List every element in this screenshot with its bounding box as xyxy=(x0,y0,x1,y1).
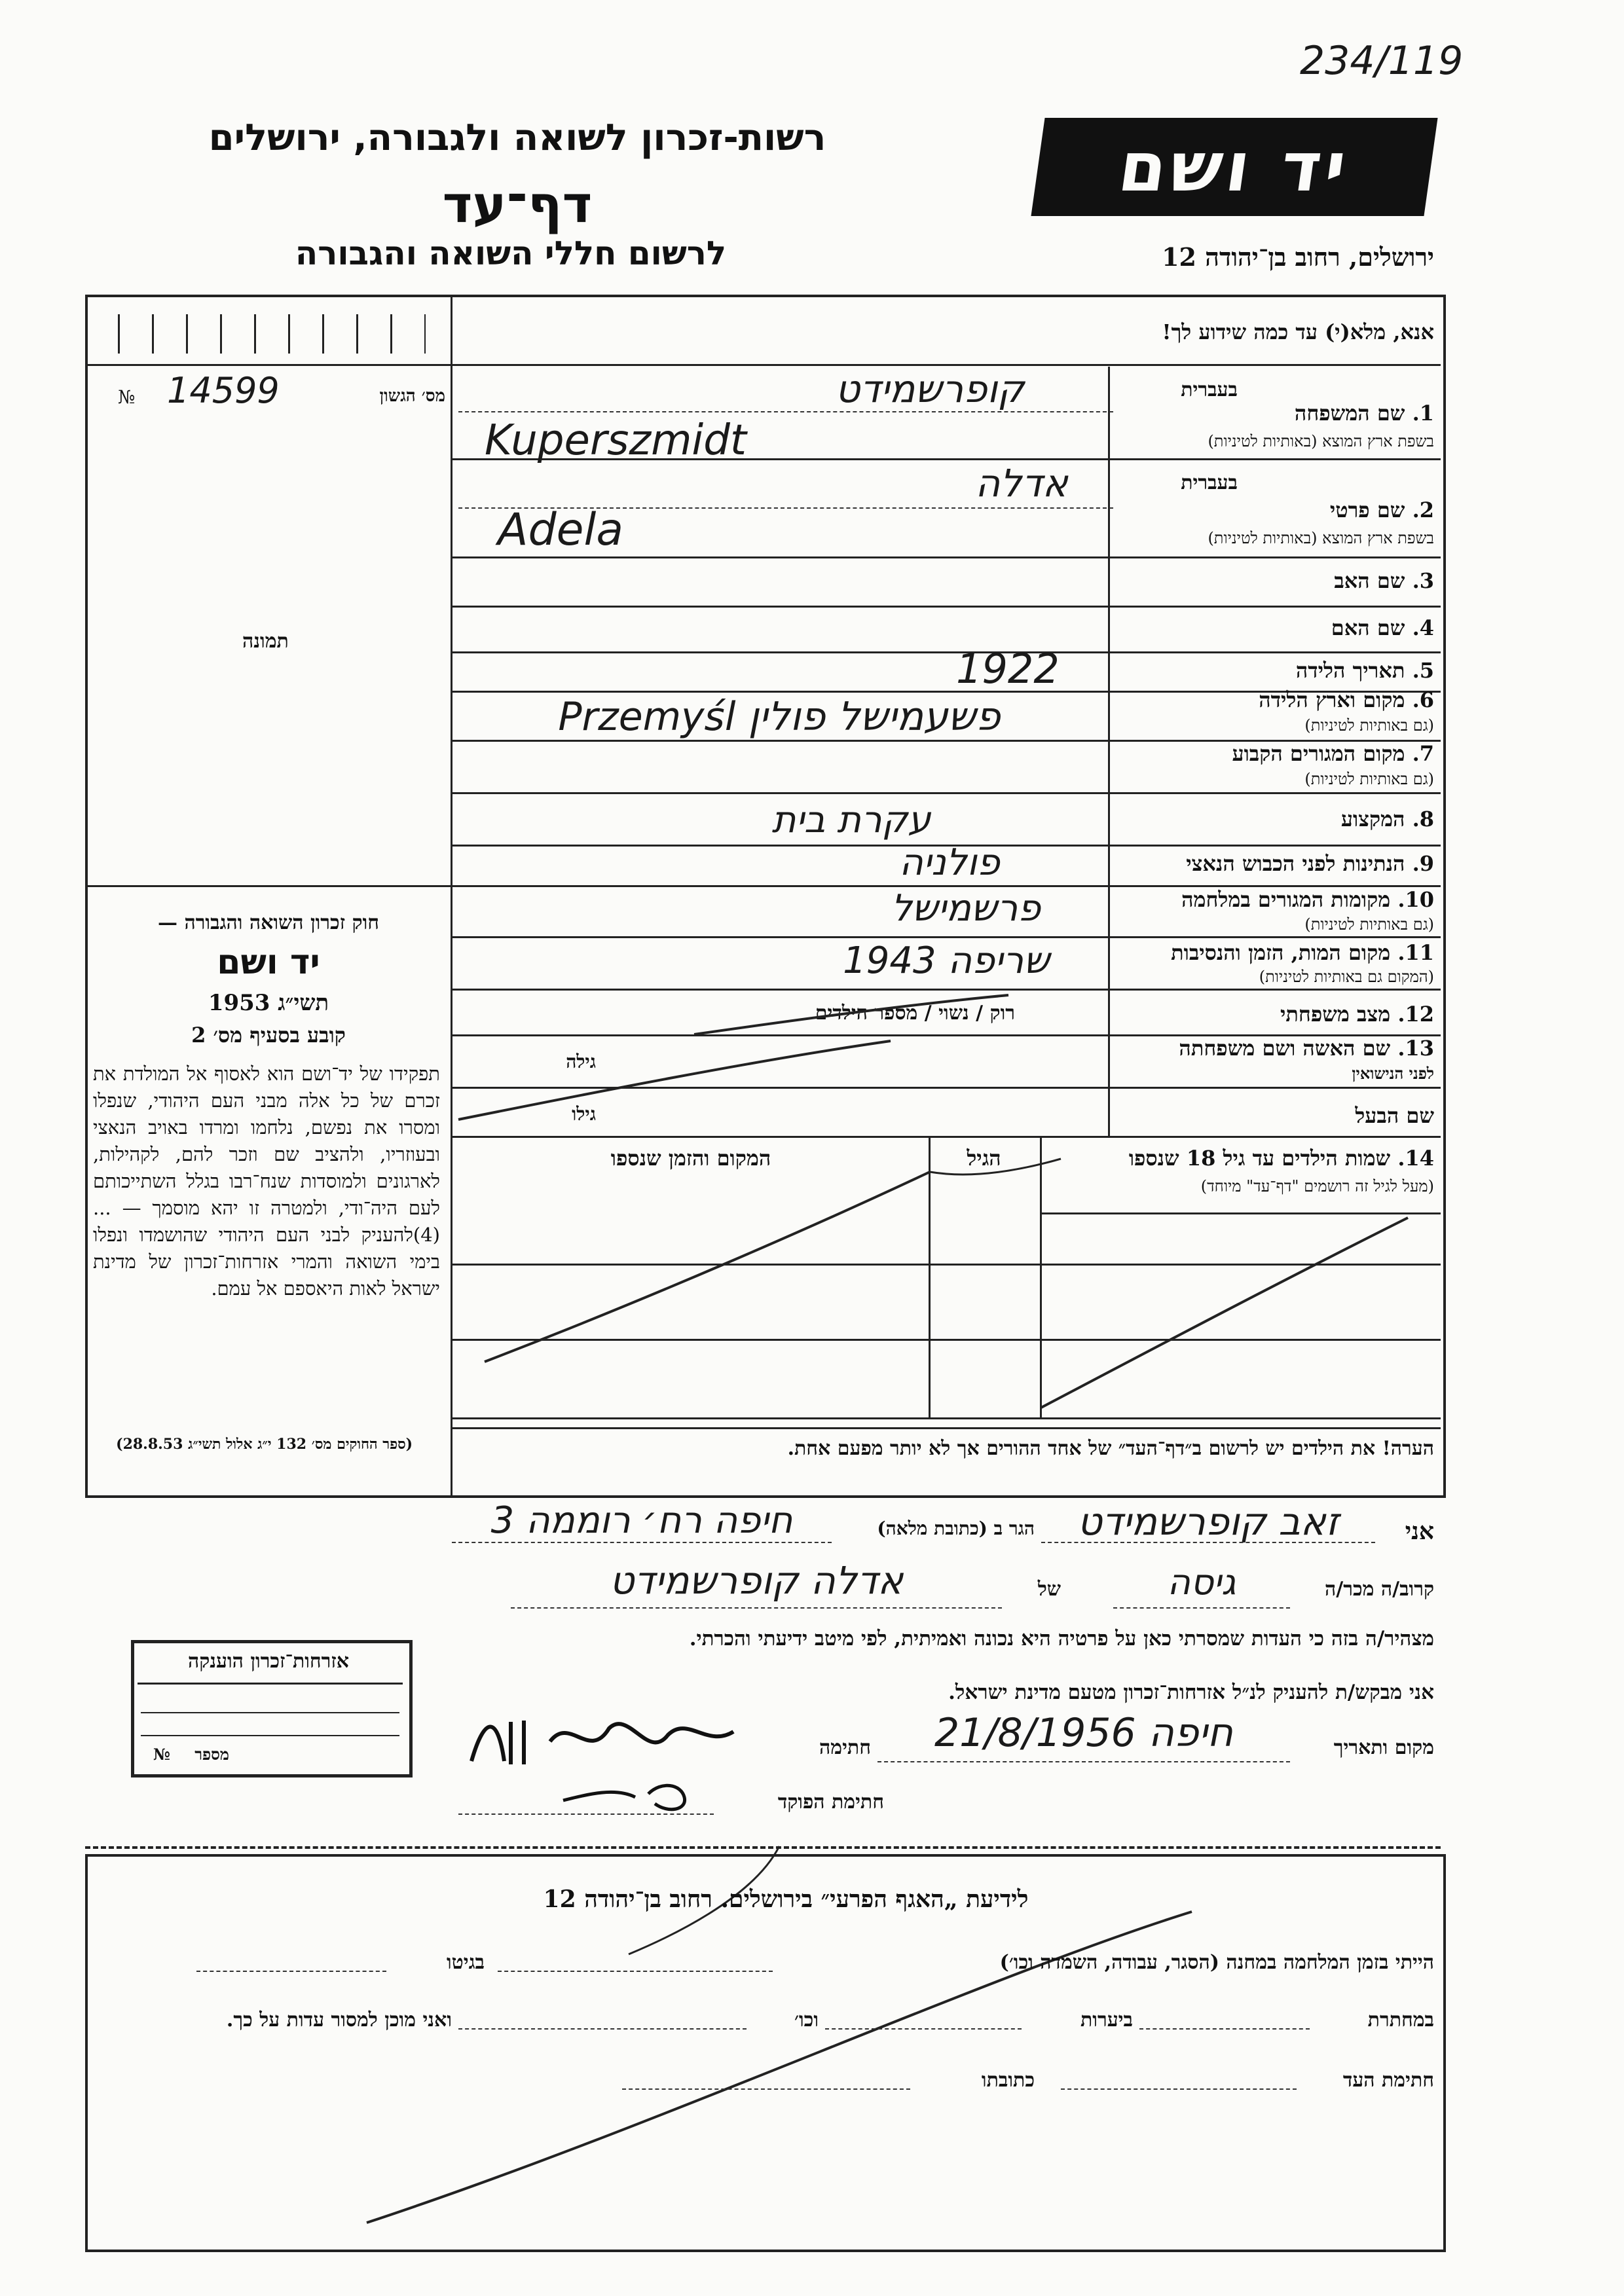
law-name: יד ושם xyxy=(217,943,320,982)
field-warplaces-value: פרשמישל xyxy=(891,887,1041,930)
footer-line3-a: חתימת העד xyxy=(1342,2069,1434,2092)
field-wife-label: 13. שם האשה ושם משפחתה xyxy=(1179,1036,1434,1061)
field-profession-label: 8. המקצוע xyxy=(1340,807,1434,831)
photo-label: תמונה xyxy=(242,630,289,653)
field-wife-sub: לפני הנישואין xyxy=(1352,1064,1434,1083)
field-firstname-tag: בעברית xyxy=(1181,471,1238,494)
children-label: 14. שמות הילדים עד גיל 18 שנספו xyxy=(1128,1146,1434,1171)
law-citation: (ספר החוקים מס׳ 132 י״ג אלול תשי״ג 28.8.53) xyxy=(116,1436,413,1453)
relation-value: גיסה xyxy=(1167,1561,1236,1603)
field-surname-value-he: קופרשמידט xyxy=(835,367,1025,411)
footer-frame xyxy=(85,1854,1446,2252)
field-citizenship-label: 9. הנתינות לפני הכבוש הנאצי xyxy=(1186,851,1434,876)
field-death-sub: (המקום גם באותיות לטיניות) xyxy=(1259,968,1434,986)
signature-label: חתימה xyxy=(819,1736,871,1759)
form-subtitle: לרשום חללי השואה והגבורה xyxy=(295,234,727,272)
field-husband-label: שם הבעל xyxy=(1355,1103,1434,1128)
field-marital-label: 12. מצב משפחתי xyxy=(1280,1002,1434,1027)
declarant-signature xyxy=(458,1702,747,1774)
footer-dashed-divider xyxy=(85,1846,1441,1849)
field-birthplace-value: פשעמישל פולין Przemyśl xyxy=(558,694,1001,740)
footer-line1-b: בגיטו xyxy=(446,1951,485,1974)
law-year: תשי״ג 1953 xyxy=(208,990,329,1016)
sheet-number-value: 14599 xyxy=(167,370,280,411)
children-col-place: המקום והזמן שנספו xyxy=(610,1146,771,1171)
footer-line2-a: במחתרת xyxy=(1367,2009,1434,2032)
law-clause: קובע בסעיף מס׳ 2 xyxy=(191,1023,346,1048)
field-surname-sub: בשפת ארץ המוצא (באותיות לטיניות) xyxy=(1208,432,1434,450)
footer-line2-d: ואני מוכן למסור עדות על כך. xyxy=(226,2009,452,2032)
archive-number: 234/119 xyxy=(1300,38,1464,84)
place-date-label: מקום ותאריך xyxy=(1333,1736,1434,1759)
footer-line2-b: ביערות xyxy=(1080,2009,1133,2032)
declarant-resides-label: הגר ב (כתובת מלאה) xyxy=(877,1518,1035,1539)
field-profession-value: עקרת בית xyxy=(771,799,931,841)
officer-signature xyxy=(550,1774,720,1820)
field-birthplace-sub: (גם באותיות לטיניות) xyxy=(1304,716,1434,735)
field-marital-value: רוק / נשוי / מספר הילדים xyxy=(815,1002,1015,1025)
field-surname-tag: בעברית xyxy=(1181,378,1238,401)
relation-of-name: אדלה קופרשמידט xyxy=(609,1558,904,1603)
officer-signature-label: חתימת הפוקד xyxy=(777,1791,884,1813)
place-date-value: חיפה 21/8/1956 xyxy=(934,1710,1233,1756)
form-title: דף־עד xyxy=(442,175,593,234)
children-note: הערה! את הילדים יש לרשום ב״דף־העד״ של אחד ההורים אך לא יותר מפעם אחת. xyxy=(787,1437,1434,1460)
children-sub: (מעל לגיל זה רושמים "דף־עד" מיוחד) xyxy=(1200,1177,1434,1195)
field-death-value: שריפה 1943 xyxy=(843,939,1050,982)
citizenship-title: אזרחות־זכרון הוענקה xyxy=(187,1650,350,1673)
field-firstname-label: 2. שם פרטי xyxy=(1329,498,1434,522)
sheet-number-suffix: № xyxy=(118,386,136,408)
field-residence-label: 7. מקום המגורים הקבוע xyxy=(1232,741,1434,766)
field-husband-value: גילו xyxy=(572,1103,596,1125)
field-warplaces-sub: (גם באותיות לטיניות) xyxy=(1304,915,1434,934)
field-death-label: 11. מקום המות, הזמן והנסיבות xyxy=(1171,940,1434,965)
field-firstname-sub: בשפת ארץ המוצא (באותיות לטיניות) xyxy=(1208,529,1434,547)
field-surname-label: 1. שם המשפחה xyxy=(1294,401,1434,426)
declaration-text: מצהיר/ה בזה כי העדות שמסרתי כאן על פרטיה היא נכונה ואמיתית, לפי מיטב ידיעתי והכרתי. xyxy=(689,1627,1434,1650)
footer-line1-a: הייתי בזמן המלחמה במחנה (הסגר, עבודה, השמדה וכו׳) xyxy=(999,1951,1434,1974)
field-birthdate-label: 5. תאריך הלידה xyxy=(1295,658,1434,683)
citizenship-no-mark: № xyxy=(153,1745,170,1764)
children-col-age: הגיל xyxy=(967,1146,1001,1171)
footer-title: לידיעת „האגף הפרעי״ בירושלים. רחוב בן־יהודה 12 xyxy=(543,1886,1029,1913)
relation-of-label: של xyxy=(1037,1578,1061,1601)
field-father-label: 3. שם האב xyxy=(1334,568,1434,593)
declarant-i-label: אני xyxy=(1405,1518,1434,1545)
field-warplaces-label: 10. מקומות המגורים במלחמה xyxy=(1181,887,1434,912)
field-surname-value-latin: Kuperszmidt xyxy=(485,416,747,465)
field-birthdate-value: 1922 xyxy=(956,645,1060,693)
field-mother-label: 4. שם האם xyxy=(1331,615,1434,640)
yad-vashem-logo: יד ושם xyxy=(1031,118,1437,216)
sheet-number-label: מס׳ הגשון xyxy=(379,386,445,406)
law-title: חוק זכרון השואה והגבורה — xyxy=(158,911,379,934)
law-body: תפקידו של יד־ושם הוא לאסוף אל המולדת את זכרם של כל אלה מבני העם היהודי, שנפלו ומסרו את נפשם, נלחמו ומרדו באויב הנאצי ובעוזריו, ולהציב שם וזכר להם, לקהילות, לארגונים ולמוסדות שנח־רבו בגלל השתייכותם לעם היה־ודי, ולמטרה זו יהא מוסמך — ...(4)להעניק לבני העם היהודי שהושמדו ונפלו בימי השואה והמרי אזרחות־זכרון של מדינת ישראל לאות היאספם אל עמם. xyxy=(93,1063,440,1300)
footer-line2-c: וכו׳ xyxy=(794,2009,819,2032)
citizenship-number-label: מספר xyxy=(194,1745,229,1764)
field-citizenship-value: פולניה xyxy=(899,841,1000,884)
declarant-name: זאב קופרשמידט xyxy=(1077,1499,1339,1544)
field-firstname-value-he: אדלה xyxy=(975,461,1068,505)
intro-text: אנא, מלא(י) עד כמה שידוע לך! xyxy=(1162,319,1434,344)
request-text: אני מבקש/ת להעניק לנ״ל אזרחות־זכרון מטעם מדינת ישראל. xyxy=(948,1681,1434,1704)
footer-line3-b: כתובתו xyxy=(981,2069,1035,2092)
field-wife-value: גילה xyxy=(566,1051,596,1072)
relation-label: קרוב/ה מכר/ה xyxy=(1325,1578,1434,1601)
field-residence-sub: (גם באותיות לטיניות) xyxy=(1304,770,1434,788)
header-address: ירושלים, רחוב בן־יהודה 12 xyxy=(1162,242,1434,272)
field-birthplace-label: 6. מקום וארץ הלידה xyxy=(1259,687,1434,712)
declarant-address: חיפה רח׳ רוממה 3 xyxy=(490,1499,793,1542)
org-line: רשות-זכרון לשואה ולגבורה, ירושלים xyxy=(208,117,826,159)
field-firstname-value-latin: Adela xyxy=(498,504,624,556)
